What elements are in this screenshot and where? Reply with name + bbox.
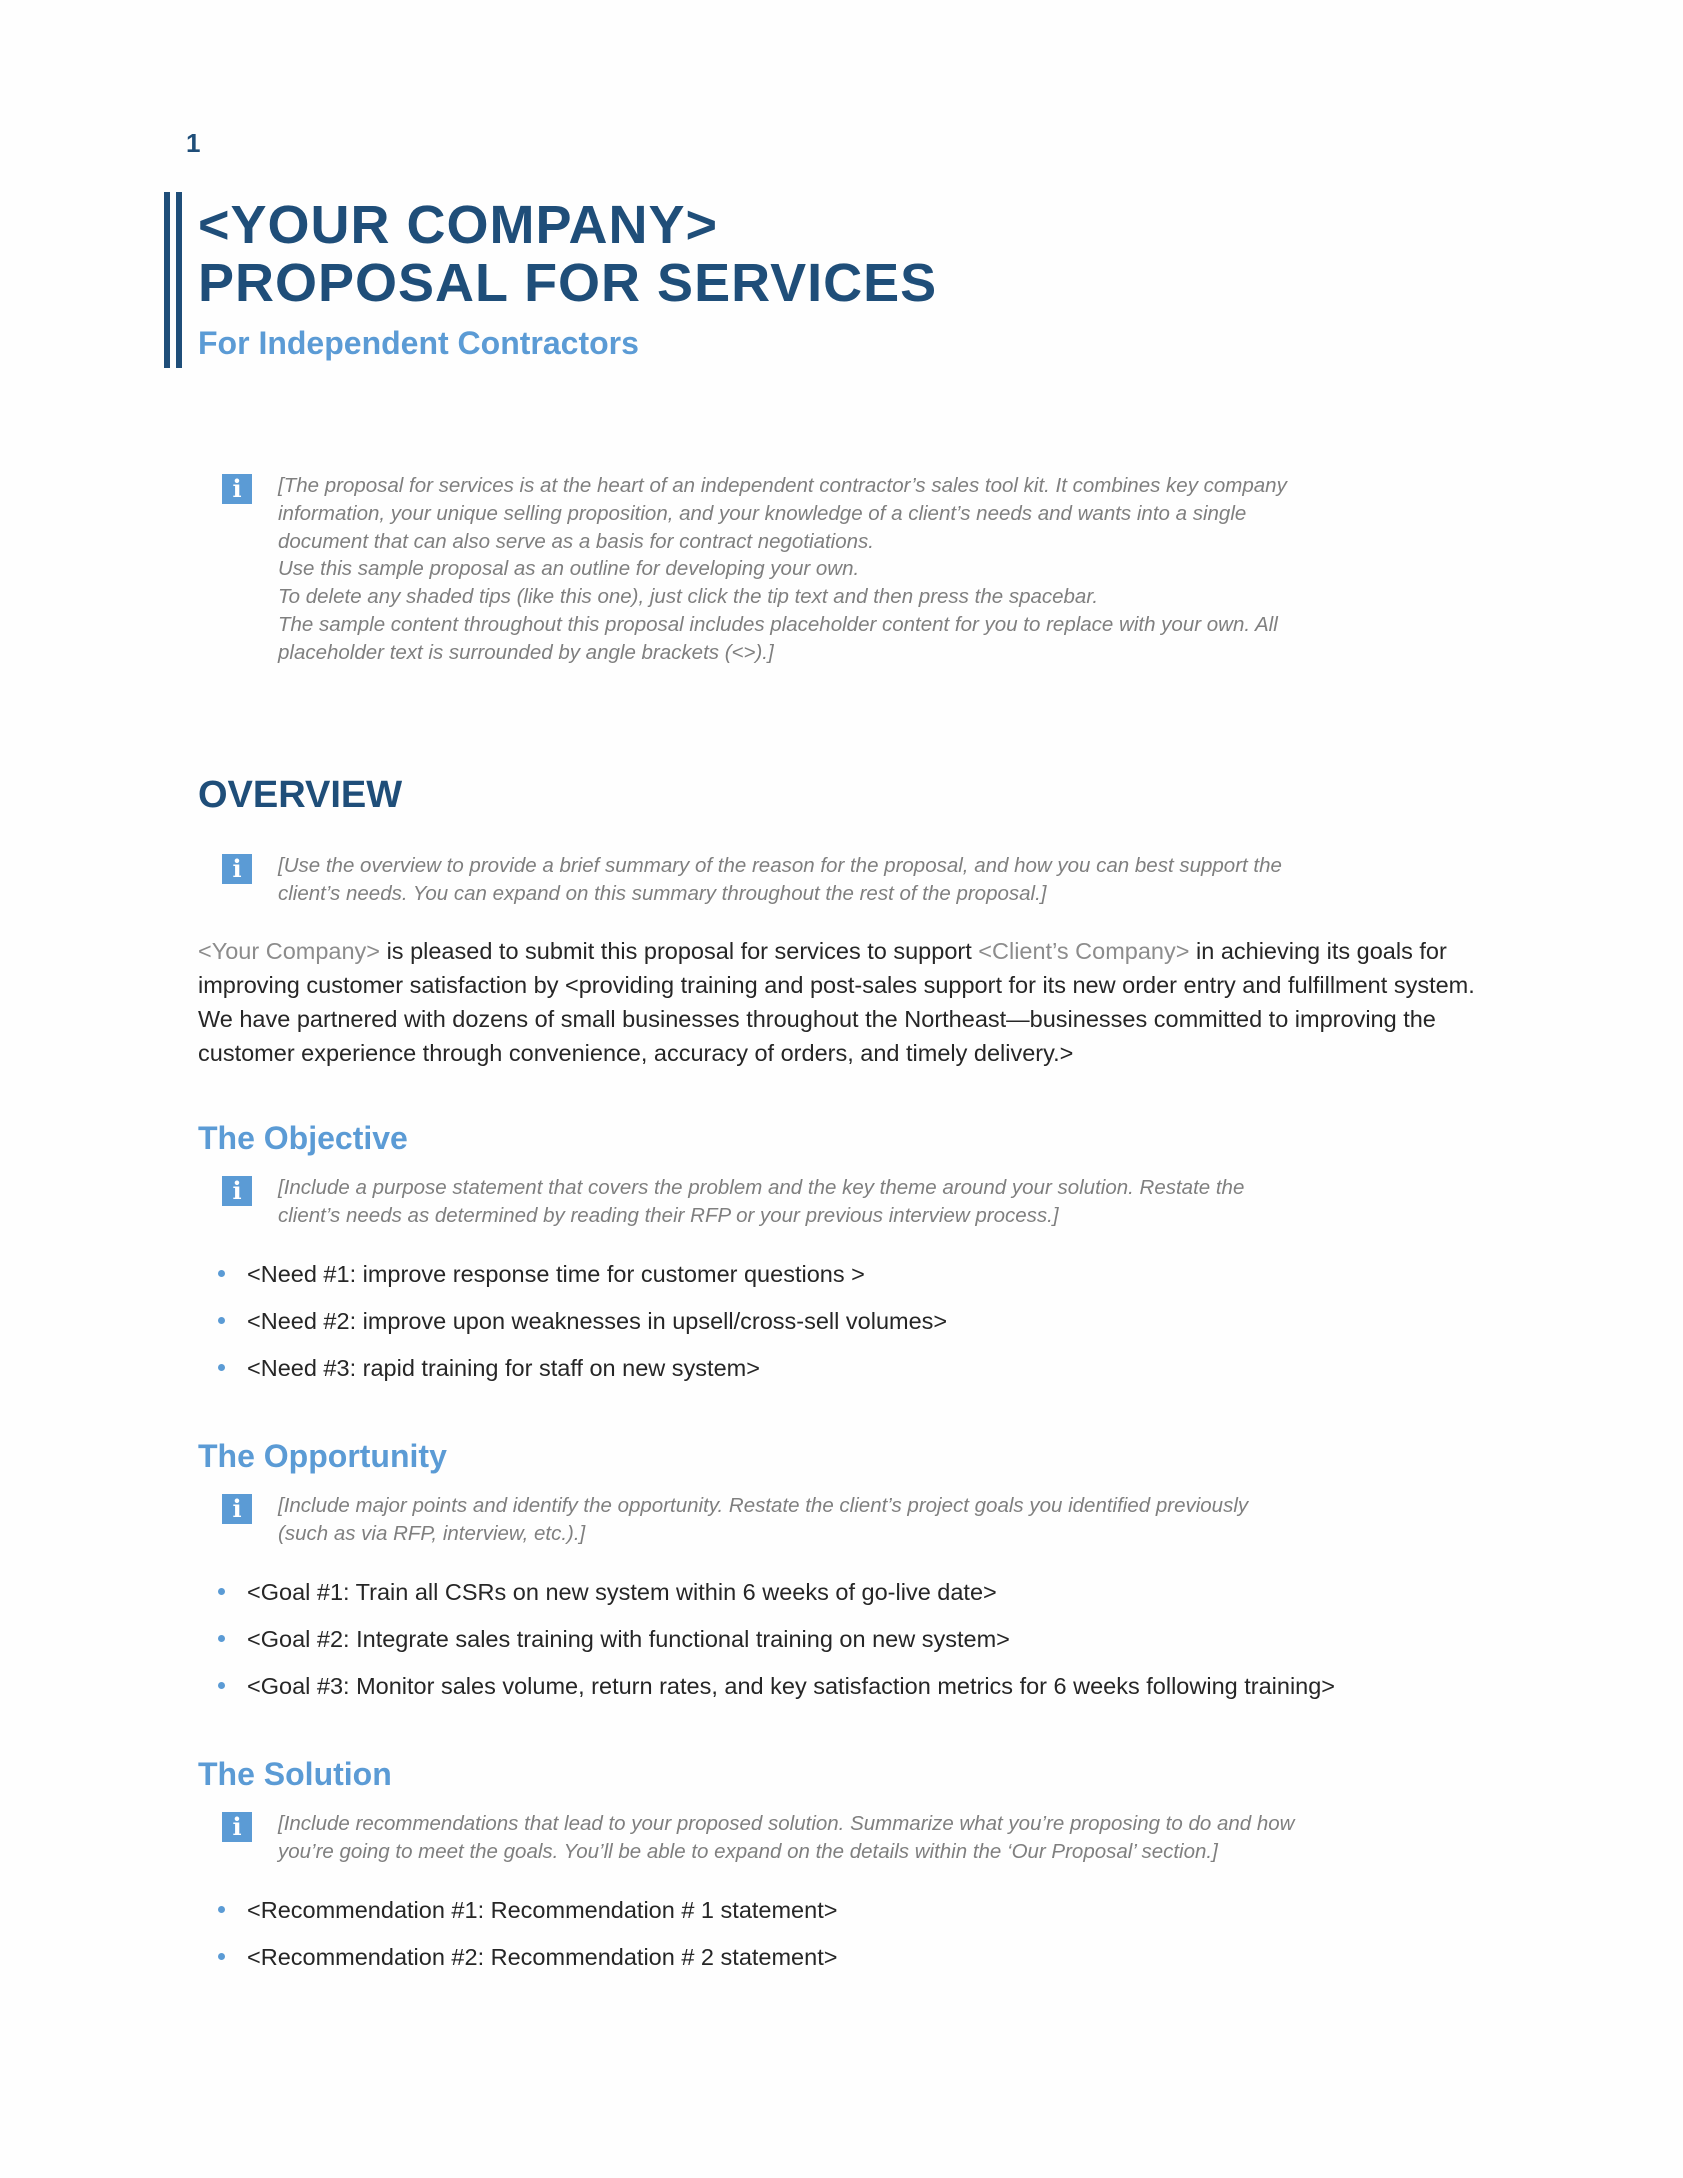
objective-tip-text (278, 1174, 1438, 1230)
solution-list (218, 1893, 837, 1987)
list-item-text: <Goal #1: Train all CSRs on new system within 6 weeks of go-live date> (247, 1579, 997, 1605)
title-line-1: <YOUR COMPANY> (198, 195, 719, 255)
opportunity-tip[interactable] (222, 1492, 1438, 1548)
tip-line: Use this sample proposal as an outline for developing your own. (278, 557, 860, 581)
list-item (218, 1575, 1335, 1622)
client-placeholder: <Client’s Company> (978, 938, 1190, 964)
list-item (218, 1669, 1335, 1716)
intro-tip[interactable] (222, 472, 1438, 667)
objective-tip[interactable] (222, 1174, 1438, 1230)
tip-line: placeholder text is surrounded by angle brackets (<>).] (278, 640, 774, 664)
opportunity-list (218, 1575, 1335, 1716)
tip-line: [The proposal for services is at the heart of an independent contractor’s sales tool kit. It combines key company (278, 474, 1287, 497)
overview-heading: OVERVIEW (198, 774, 403, 816)
page-number: 1 (186, 128, 201, 158)
tip-line: [Include a purpose statement that covers the problem and the key theme around your solution. Restate the (278, 1176, 1245, 1199)
info-icon: i (222, 1812, 252, 1842)
list-item-text: <Need #1: improve response time for customer questions > (247, 1261, 865, 1287)
tip-line: [Include recommendations that lead to your proposed solution. Summarize what you’re proposing to do and how (278, 1812, 1295, 1835)
objective-list (218, 1257, 947, 1398)
solution-heading: The Solution (198, 1756, 392, 1792)
tip-line: client’s needs. You can expand on this summary throughout the rest of the proposal.] (278, 881, 1047, 905)
title-accent-bars (164, 192, 184, 368)
opportunity-tip-text (278, 1492, 1438, 1548)
company-placeholder: <Your Company> (198, 938, 381, 964)
overview-tip-text (278, 852, 1438, 908)
title-line-2: PROPOSAL FOR SERVICES (198, 253, 938, 313)
info-icon: i (222, 474, 252, 504)
overview-text-2: in achieving its goals for improving customer satisfaction by <providing training and post-sales support for its new order entry and fulfillment system. We have partnered with dozens of small businesses throughout the Northeast—businesses committed to improving the customer experience through convenience, accuracy of orders, and timely delivery.> (198, 938, 1475, 1066)
objective-heading: The Objective (198, 1120, 408, 1156)
tip-line: client’s needs as determined by reading their RFP or your previous interview process.] (278, 1203, 1059, 1227)
tip-line: information, your unique selling proposition, and your knowledge of a client’s needs and wants into a single (278, 501, 1247, 525)
document-title (198, 196, 937, 312)
info-icon: i (222, 854, 252, 884)
list-item-text: <Recommendation #1: Recommendation # 1 statement> (247, 1897, 838, 1923)
tip-line: [Include major points and identify the opportunity. Restate the client’s project goals you identified previously (278, 1494, 1249, 1517)
solution-tip[interactable] (222, 1810, 1438, 1866)
list-item (218, 1304, 947, 1351)
list-item-text: <Recommendation #2: Recommendation # 2 statement> (247, 1944, 838, 1970)
list-item (218, 1257, 947, 1304)
list-item-text: <Need #2: improve upon weaknesses in upsell/cross-sell volumes> (247, 1308, 948, 1334)
info-icon: i (222, 1494, 252, 1524)
list-item-text: <Goal #2: Integrate sales training with functional training on new system> (247, 1626, 1010, 1652)
document-subtitle: For Independent Contractors (198, 325, 639, 361)
tip-line: [Use the overview to provide a brief summary of the reason for the proposal, and how you can best support the (278, 854, 1282, 877)
list-item (218, 1622, 1335, 1669)
overview-text-1: is pleased to submit this proposal for services to support (380, 938, 979, 964)
tip-line: you’re going to meet the goals. You’ll be able to expand on the details within the ‘Our Proposal’ section.] (278, 1839, 1218, 1863)
list-item (218, 1351, 947, 1398)
intro-tip-text (278, 472, 1438, 667)
tip-line: (such as via RFP, interview, etc.).] (278, 1521, 586, 1545)
info-icon: i (222, 1176, 252, 1206)
list-item (218, 1893, 837, 1940)
tip-line: To delete any shaded tips (like this one), just click the tip text and then press the spacebar. (278, 585, 1099, 609)
opportunity-heading: The Opportunity (198, 1438, 447, 1474)
tip-line: The sample content throughout this proposal includes placeholder content for you to replace with your own. All (278, 612, 1278, 636)
solution-tip-text (278, 1810, 1438, 1866)
list-item-text: <Goal #3: Monitor sales volume, return rates, and key satisfaction metrics for 6 weeks following training> (247, 1673, 1336, 1699)
list-item-text: <Need #3: rapid training for staff on new system> (247, 1355, 760, 1381)
tip-line: document that can also serve as a basis for contract negotiations. (278, 529, 874, 553)
list-item (218, 1940, 837, 1987)
overview-paragraph (198, 934, 1498, 1070)
overview-tip[interactable] (222, 852, 1438, 908)
